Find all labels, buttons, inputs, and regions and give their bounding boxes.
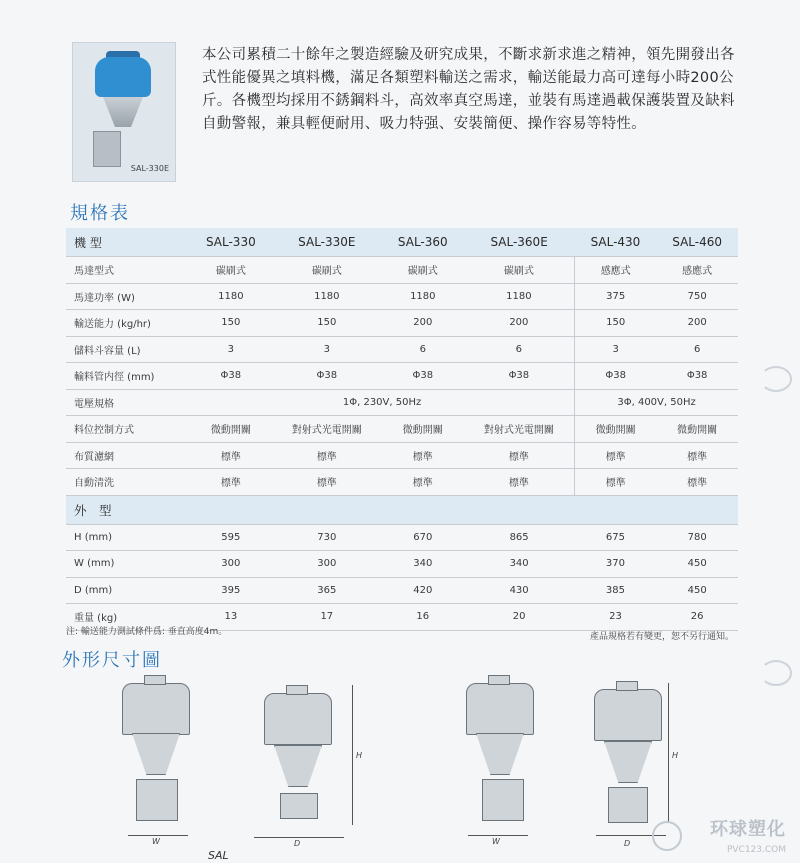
cell: Φ38 (464, 363, 575, 390)
drawing-cone (132, 733, 180, 775)
cell: Φ38 (272, 363, 382, 390)
model-header-row (66, 228, 738, 257)
table-row (66, 577, 738, 604)
cell: 340 (382, 551, 464, 578)
cell: 730 (272, 524, 382, 551)
footnote-left: 注: 輸送能力測試條件爲: 垂直高度4m。 (66, 627, 228, 637)
drawing-hopper (466, 683, 534, 735)
cell: Φ38 (656, 363, 738, 390)
cell: 1Φ, 230V, 50Hz (190, 389, 575, 416)
cell: 17 (272, 604, 382, 631)
cell: 13 (190, 604, 272, 631)
height-dim-line (668, 683, 669, 823)
cell: Φ38 (190, 363, 272, 390)
cell: 3Φ, 400V, 50Hz (575, 389, 738, 416)
row-label: 馬達型式 (66, 257, 190, 284)
table-row (66, 363, 738, 390)
height-dim-line (352, 685, 353, 825)
cell: 標準 (464, 469, 575, 496)
cell: 200 (382, 310, 464, 337)
row-label: W (mm) (66, 551, 190, 578)
drawing-base (482, 779, 524, 821)
row-label: D (mm) (66, 577, 190, 604)
control-box (93, 131, 121, 167)
cell: 感應式 (575, 257, 657, 284)
cell: 碳刷式 (382, 257, 464, 284)
depth-label: D (294, 839, 301, 848)
table-row (66, 442, 738, 469)
cell: 1180 (272, 283, 382, 310)
cell: 標準 (382, 469, 464, 496)
cell: 對射式光電開關 (464, 416, 575, 443)
hopper-body (95, 57, 151, 97)
drawing-hopper (122, 683, 190, 735)
appearance-section-row (66, 495, 738, 524)
cell: 365 (272, 577, 382, 604)
cell: 1180 (464, 283, 575, 310)
row-label: H (mm) (66, 524, 190, 551)
height-label: H (356, 751, 363, 760)
drawing-hopper (264, 693, 332, 745)
cell: 碳刷式 (272, 257, 382, 284)
cell: 340 (464, 551, 575, 578)
cell: 385 (575, 577, 657, 604)
model-col-1: SAL-330 (190, 228, 272, 257)
height-label: H (672, 751, 679, 760)
table-row (66, 469, 738, 496)
cell: 微動開關 (190, 416, 272, 443)
drawing-base (608, 787, 648, 823)
cell: 865 (464, 524, 575, 551)
dimension-heading: 外形尺寸圖 (62, 650, 162, 671)
model-col-5: SAL-430 (575, 228, 657, 257)
cell: Φ38 (575, 363, 657, 390)
drawing-cone (274, 745, 322, 787)
depth-dim-line (254, 837, 344, 838)
drawing-lid (286, 685, 308, 695)
row-label: 輸料管内徑 (mm) (66, 363, 190, 390)
cell: 370 (575, 551, 657, 578)
watermark-logo-icon (652, 821, 682, 851)
cell: 對射式光電開關 (272, 416, 382, 443)
cell: 標準 (656, 469, 738, 496)
drawing-lid (144, 675, 166, 685)
table-row (66, 416, 738, 443)
cell: 標準 (464, 442, 575, 469)
drawing-cone (476, 733, 524, 775)
row-label: 儲料斗容量 (L) (66, 336, 190, 363)
ring-binder-clip (760, 660, 792, 686)
width-label: W (492, 837, 500, 846)
model-label: 機 型 (66, 228, 190, 257)
table-row (66, 336, 738, 363)
cell: 670 (382, 524, 464, 551)
row-label: 重量 (kg) (66, 604, 190, 631)
bottom-model-label: SAL (208, 849, 229, 862)
cell: 標準 (382, 442, 464, 469)
ring-binder-clip (760, 366, 792, 392)
cell: 碳刷式 (464, 257, 575, 284)
footnote-right: 產品規格若有變更，恕不另行通知。 (589, 632, 734, 642)
row-label: 電壓規格 (66, 389, 190, 416)
cell: 395 (190, 577, 272, 604)
cell: 420 (382, 577, 464, 604)
cell: 3 (272, 336, 382, 363)
cell: 150 (272, 310, 382, 337)
table-row (66, 551, 738, 578)
hopper-cone (103, 97, 143, 127)
watermark-url: PVC123.COM (726, 845, 786, 855)
cell: 6 (382, 336, 464, 363)
cell: 430 (464, 577, 575, 604)
drawing-lid (616, 681, 638, 691)
row-label: 馬達功率 (W) (66, 283, 190, 310)
row-label: 輸送能力 (kg/hr) (66, 310, 190, 337)
drawing-base (136, 779, 178, 821)
dimension-drawing-1 (118, 675, 208, 855)
cell: 碳刷式 (190, 257, 272, 284)
section-label: 外 型 (66, 495, 738, 524)
cell: 標準 (272, 442, 382, 469)
cell: 595 (190, 524, 272, 551)
cell: 標準 (656, 442, 738, 469)
product-photo (72, 42, 176, 182)
cell: 標準 (575, 469, 657, 496)
cell: 750 (656, 283, 738, 310)
cell: 標準 (272, 469, 382, 496)
model-col-6: SAL-460 (656, 228, 738, 257)
model-col-4: SAL-360E (464, 228, 575, 257)
cell: 26 (656, 604, 738, 631)
cell: 3 (190, 336, 272, 363)
cell: 微動開關 (656, 416, 738, 443)
cell: 1180 (382, 283, 464, 310)
cell: 標準 (190, 469, 272, 496)
cell: 3 (575, 336, 657, 363)
cell: 微動開關 (575, 416, 657, 443)
width-label: W (152, 837, 160, 846)
cell: 16 (382, 604, 464, 631)
cell: Φ38 (382, 363, 464, 390)
dimension-drawing-3 (448, 675, 548, 855)
cell: 300 (272, 551, 382, 578)
table-row (66, 524, 738, 551)
cell: 450 (656, 577, 738, 604)
watermark-text: 环球塑化 (710, 819, 786, 840)
cell: 標準 (575, 442, 657, 469)
drawing-lid (488, 675, 510, 685)
dimension-drawing-2 (240, 675, 380, 855)
cell: 6 (464, 336, 575, 363)
cell: 感應式 (656, 257, 738, 284)
table-row (66, 257, 738, 284)
table-row (66, 310, 738, 337)
depth-label: D (624, 839, 631, 848)
model-col-2: SAL-330E (272, 228, 382, 257)
cell: 微動開關 (382, 416, 464, 443)
cell: 標準 (190, 442, 272, 469)
cell: 450 (656, 551, 738, 578)
cell: 675 (575, 524, 657, 551)
row-label: 自動清洗 (66, 469, 190, 496)
cell: 150 (190, 310, 272, 337)
cell: 1180 (190, 283, 272, 310)
width-dim-line (128, 835, 188, 836)
cell: 23 (575, 604, 657, 631)
photo-caption: SAL-330E (130, 164, 169, 173)
cell: 6 (656, 336, 738, 363)
cell: 20 (464, 604, 575, 631)
cell: 200 (464, 310, 575, 337)
cell: 300 (190, 551, 272, 578)
drawing-hopper (594, 689, 662, 741)
drawing-cone (604, 741, 652, 783)
cell: 150 (575, 310, 657, 337)
width-dim-line (468, 835, 528, 836)
spec-table (66, 228, 738, 631)
table-row (66, 283, 738, 310)
row-label: 料位控制方式 (66, 416, 190, 443)
model-col-3: SAL-360 (382, 228, 464, 257)
drawing-base (280, 793, 318, 819)
table-row (66, 389, 738, 416)
cell: 200 (656, 310, 738, 337)
cell: 780 (656, 524, 738, 551)
intro-paragraph: 本公司累積二十餘年之製造經驗及研究成果，不斷求新求進之精神，領先開發出各式性能優異之填料機，滿足各類塑料輸送之需求，輸送能最力高可達每小時200公斤。各機型均採用不銹鋼料斗，高效率真空馬達，並裝有馬達過載保護裝置及缺料自動警報，兼具輕便耐用、吸力特强、安裝簡便、操作容易等特性。 (202, 47, 735, 132)
row-label: 布質濾網 (66, 442, 190, 469)
cell: 375 (575, 283, 657, 310)
spec-heading: 規格表 (70, 203, 130, 224)
